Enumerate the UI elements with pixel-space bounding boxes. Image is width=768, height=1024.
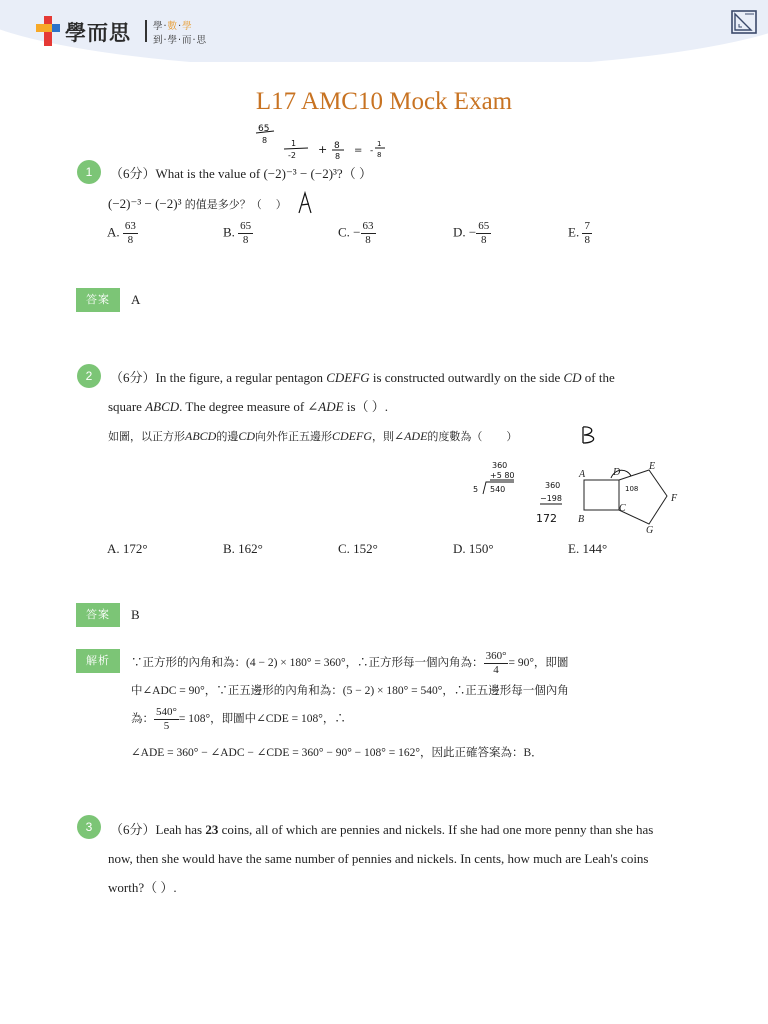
q3-stem-line2: now, then she would have the same number of pennies and nickels. In cents, how much are Leah's coins bbox=[108, 851, 649, 866]
q2-solution-line2: 中∠ADC = 90°，∵正五邊形的內角和為：(5 − 2) × 180° = 540°，∴正五邊形每一個內角 bbox=[131, 685, 569, 697]
svg-text:8: 8 bbox=[262, 136, 268, 145]
slogan-bottom: 到·學·而·思 bbox=[153, 35, 208, 46]
page-title: L17 AMC10 Mock Exam bbox=[255, 88, 513, 115]
q2-option-b[interactable]: B. 162° bbox=[223, 541, 263, 556]
q2-option-d[interactable]: D. 150° bbox=[453, 541, 494, 556]
svg-text:A: A bbox=[579, 469, 586, 480]
ruler-triangle-icon bbox=[730, 9, 758, 35]
q2-solution-line1: ∵正方形的內角和為：(4 − 2) × 180° = 360°，∴正方形每一個內角為： $\frac{360^\circ}{4}$ = 90°，即圖 bbox=[131, 650, 569, 676]
q2-option-a[interactable]: A. 172° bbox=[107, 541, 148, 556]
question-number-1: 1 bbox=[77, 160, 101, 184]
q1-option-b[interactable]: B. $\frac{65}{8}$ bbox=[223, 220, 252, 246]
svg-text:5: 5 bbox=[473, 485, 479, 494]
svg-text:360: 360 bbox=[545, 481, 561, 490]
geometry-figure bbox=[575, 460, 685, 536]
svg-text:F: F bbox=[671, 493, 678, 504]
svg-text:D: D bbox=[613, 467, 621, 478]
slogan-top: 學·數·學 bbox=[153, 21, 193, 32]
brand-name: 學而思 bbox=[65, 21, 131, 45]
handwritten-scratch-q2 bbox=[470, 458, 580, 528]
question-number-2: 2 bbox=[77, 364, 101, 388]
q2-stem-line1: （6分）In the figure, a regular pentagon CDEFG is constructed outwardly on the side CD of the bbox=[110, 370, 615, 385]
svg-text:108: 108 bbox=[625, 485, 639, 493]
page-header bbox=[0, 0, 768, 62]
svg-text:=: = bbox=[354, 145, 363, 156]
handwritten-answer-q1 bbox=[296, 190, 316, 216]
q1-option-a[interactable]: A. $\frac{63}{8}$ bbox=[107, 220, 136, 246]
handwritten-answer-q2 bbox=[578, 424, 602, 446]
svg-text:8: 8 bbox=[335, 152, 341, 161]
q2-answer: B bbox=[131, 607, 140, 622]
q1-option-c[interactable]: C. − $\frac{63}{8}$ bbox=[338, 220, 374, 246]
svg-text:65: 65 bbox=[258, 124, 270, 134]
svg-text:+: + bbox=[318, 143, 328, 156]
q2-stem-zh: 如圖，以正方形ABCD的邊CD向外作正五邊形CDEFG，則∠ADE的度數為（ ） bbox=[108, 429, 518, 443]
svg-text:1: 1 bbox=[291, 139, 297, 148]
logo-divider bbox=[145, 20, 147, 42]
svg-text:8: 8 bbox=[334, 141, 340, 151]
svg-text:−198: −198 bbox=[540, 494, 562, 503]
q1-stem-en: （6分）What is the value of (−2)⁻³ − (−2)³?（ ） bbox=[110, 166, 372, 181]
svg-text:540: 540 bbox=[490, 485, 506, 494]
brand-logo-icon bbox=[36, 16, 62, 46]
q2-option-c[interactable]: C. 152° bbox=[338, 541, 378, 556]
svg-text:E: E bbox=[649, 461, 656, 472]
q2-option-e[interactable]: E. 144° bbox=[568, 541, 608, 556]
svg-text:1: 1 bbox=[377, 140, 382, 148]
svg-text:360: 360 bbox=[492, 461, 508, 470]
q1-answer-tag: 答案 bbox=[76, 288, 120, 312]
handwritten-scratch-q1 bbox=[250, 122, 390, 162]
q2-answer-tag: 答案 bbox=[76, 603, 120, 627]
square-abcd bbox=[584, 480, 619, 510]
svg-text:-: - bbox=[370, 146, 374, 156]
q3-stem-line3: worth?（ ）. bbox=[108, 880, 177, 895]
q3-stem-line1: （6分）Leah has 23 coins, all of which are pennies and nickels. If she had one more penny than she has bbox=[110, 822, 654, 837]
svg-text:172: 172 bbox=[536, 512, 557, 525]
q1-option-d[interactable]: D. − $\frac{65}{8}$ bbox=[453, 220, 490, 246]
svg-text:G: G bbox=[646, 525, 654, 536]
svg-text:B: B bbox=[578, 514, 585, 525]
q1-option-e[interactable]: E. $\frac{7}{8}$ bbox=[568, 220, 590, 246]
q2-solution-line3: 為： $\frac{540^\circ}{5}$ = 108°，即圖中∠CDE = 108°，∴ bbox=[131, 706, 346, 732]
q2-solution-tag: 解析 bbox=[76, 649, 120, 673]
q1-answer: A bbox=[131, 292, 141, 307]
q2-solution-line4: ∠ADE = 360° − ∠ADC − ∠CDE = 360° − 90° − 108° = 162°，因此正確答案為：B． bbox=[131, 747, 543, 759]
question-number-3: 3 bbox=[77, 815, 101, 839]
svg-text:8: 8 bbox=[377, 151, 382, 159]
svg-text:-2: -2 bbox=[288, 151, 296, 160]
svg-text:C: C bbox=[619, 503, 626, 514]
svg-text:+5 80: +5 80 bbox=[490, 471, 515, 480]
q2-stem-line2: square ABCD. The degree measure of ∠ADE is（ ）. bbox=[108, 399, 388, 414]
q1-stem-zh: (−2)⁻³ − (−2)³ 的值是多少？（ ） bbox=[108, 196, 287, 211]
pentagon-cdefg bbox=[619, 470, 667, 524]
